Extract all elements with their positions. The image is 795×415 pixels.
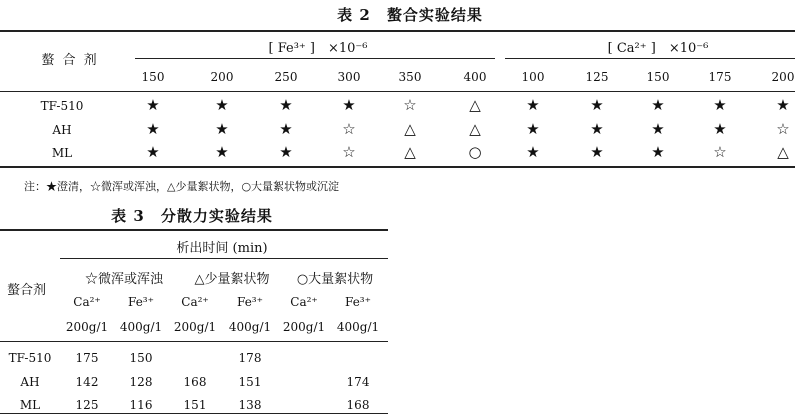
result-symbol: △ — [777, 143, 789, 161]
table2-top-rule — [0, 30, 795, 32]
table3-group-header: ○大量絮状物 — [296, 272, 374, 287]
table2-bottom-rule — [0, 166, 795, 168]
result-symbol: ★ — [590, 143, 604, 161]
table2-ca-group-header: [ Ca²⁺ ] ×10⁻⁶ — [607, 41, 709, 56]
time-value: 168 — [183, 375, 207, 389]
time-value: 168 — [346, 398, 370, 412]
table3-row-header: 螯合剂 — [7, 283, 47, 298]
result-symbol: ★ — [713, 96, 727, 114]
result-symbol: ★ — [526, 143, 540, 161]
ca-col-header: 100 — [521, 70, 545, 84]
time-value: 175 — [75, 351, 99, 365]
table2-fe-group-rule — [135, 58, 495, 59]
ca-col-header: 175 — [708, 70, 732, 84]
result-symbol: ★ — [776, 96, 790, 114]
result-symbol: ★ — [279, 143, 293, 161]
result-symbol: ★ — [146, 120, 160, 138]
table3-header-rule — [0, 341, 388, 342]
result-symbol: ★ — [342, 96, 356, 114]
time-value: 174 — [346, 375, 370, 389]
ion-header: Fe³⁺ — [237, 295, 263, 309]
time-value: 128 — [129, 375, 153, 389]
ca-col-header: 200 — [771, 70, 795, 84]
table2-note: 注：★澄清，☆微浑或浑浊，△少量絮状物，○大量絮状物或沉淀 — [24, 180, 340, 193]
ion-header: Ca²⁺ — [73, 295, 101, 309]
table3-title: 表 3 分散力实验结果 — [111, 207, 273, 225]
result-symbol: ★ — [279, 120, 293, 138]
table2-fe-group-header: [ Fe³⁺ ] ×10⁻⁶ — [268, 41, 368, 56]
result-symbol: ★ — [651, 143, 665, 161]
table2-header-rule — [0, 91, 795, 92]
result-symbol: ☆ — [776, 120, 790, 138]
time-value: 178 — [238, 351, 262, 365]
table3-group-header: △少量絮状物 — [194, 272, 270, 287]
result-symbol: ★ — [651, 120, 665, 138]
time-value: 116 — [129, 398, 153, 412]
result-symbol: ★ — [215, 96, 229, 114]
ion-header: Ca²⁺ — [181, 295, 209, 309]
table3-bottom-rule — [0, 413, 388, 414]
fe-col-header: 300 — [337, 70, 361, 84]
time-value: 151 — [238, 375, 262, 389]
table3-time-header: 析出时间 (min) — [176, 241, 268, 256]
fe-col-header: 250 — [274, 70, 298, 84]
table3-time-rule — [60, 258, 388, 259]
ion-header: Fe³⁺ — [345, 295, 371, 309]
fe-col-header: 150 — [141, 70, 165, 84]
result-symbol: ☆ — [713, 143, 727, 161]
ca-col-header: 150 — [646, 70, 670, 84]
result-symbol: ☆ — [342, 143, 356, 161]
table2-row-header: 螯 合 剂 — [41, 53, 99, 68]
table3-group-header: ☆微浑或浑浊 — [84, 272, 164, 287]
row-label: ML — [51, 146, 73, 160]
fe-col-header: 350 — [398, 70, 422, 84]
result-symbol: ★ — [713, 120, 727, 138]
conc-header: 400g/1 — [228, 320, 272, 334]
time-value: 150 — [129, 351, 153, 365]
time-value: 125 — [75, 398, 99, 412]
result-symbol: △ — [469, 96, 481, 114]
result-symbol: ★ — [590, 120, 604, 138]
result-symbol: ★ — [279, 96, 293, 114]
time-value: 151 — [183, 398, 207, 412]
table3-top-rule — [0, 229, 388, 231]
conc-header: 200g/1 — [282, 320, 326, 334]
conc-header: 200g/1 — [65, 320, 109, 334]
row-label: TF-510 — [40, 99, 84, 113]
result-symbol: ★ — [215, 143, 229, 161]
time-value: 142 — [75, 375, 99, 389]
conc-header: 400g/1 — [119, 320, 163, 334]
fe-col-header: 400 — [463, 70, 487, 84]
result-symbol: △ — [469, 120, 481, 138]
result-symbol: ○ — [468, 143, 482, 161]
result-symbol: ★ — [526, 120, 540, 138]
result-symbol: ☆ — [403, 96, 417, 114]
table2-title: 表 2 螯合实验结果 — [337, 6, 483, 24]
conc-header: 200g/1 — [173, 320, 217, 334]
result-symbol: ★ — [146, 143, 160, 161]
result-symbol: △ — [404, 120, 416, 138]
result-symbol: ★ — [651, 96, 665, 114]
result-symbol: ★ — [526, 96, 540, 114]
row-label: TF-510 — [8, 351, 52, 365]
time-value: 138 — [238, 398, 262, 412]
result-symbol: ★ — [215, 120, 229, 138]
row-label: AH — [52, 123, 72, 137]
result-symbol: △ — [404, 143, 416, 161]
fe-col-header: 200 — [210, 70, 234, 84]
ca-col-header: 125 — [585, 70, 609, 84]
result-symbol: ★ — [146, 96, 160, 114]
ion-header: Ca²⁺ — [290, 295, 318, 309]
result-symbol: ☆ — [342, 120, 356, 138]
result-symbol: ★ — [590, 96, 604, 114]
ion-header: Fe³⁺ — [128, 295, 154, 309]
table2-ca-group-rule — [505, 58, 795, 59]
row-label: ML — [19, 398, 41, 412]
conc-header: 400g/1 — [336, 320, 380, 334]
row-label: AH — [20, 375, 40, 389]
